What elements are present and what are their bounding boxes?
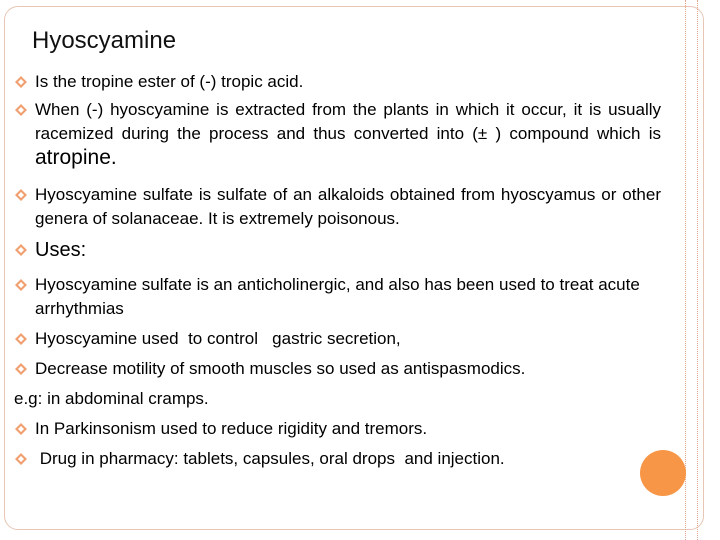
bullet-marker-icon — [14, 278, 28, 292]
decorative-orange-circle — [640, 450, 686, 496]
bullet-text: Drug in pharmacy: tablets, capsules, oral drops and injection. — [35, 449, 505, 468]
bullet-text: Decrease motility of smooth muscles so used as antispasmodics. — [35, 359, 526, 378]
uses-heading: Uses: — [35, 239, 87, 261]
decorative-dotted-line — [697, 0, 698, 540]
bullet-text: Hyoscyamine used to control gastric secretion, — [35, 329, 401, 348]
slide-title: Hyoscyamine — [32, 27, 177, 54]
bullet-marker-icon — [14, 75, 28, 89]
bullet-marker-icon — [14, 362, 28, 376]
bullet-text-main: When (-) hyoscyamine is extracted from the plants in which it occur, it is usually racemized during the process and thus converted into (± ) compound which is — [35, 100, 661, 143]
bullet-marker-icon — [14, 188, 28, 202]
bullet-text: Is the tropine ester of (-) tropic acid. — [35, 72, 304, 91]
example-line: e.g: in abdominal cramps. — [14, 389, 209, 408]
bullet-text: In Parkinsonism used to reduce rigidity and tremors. — [35, 419, 428, 438]
bullet-marker-icon — [14, 332, 28, 346]
bullet-marker-icon — [14, 422, 28, 436]
atropine-word: atropine. — [35, 146, 117, 169]
decorative-dotted-line — [685, 0, 686, 540]
bullet-marker-icon — [14, 243, 28, 257]
bullet-text: Hyoscyamine sulfate is sulfate of an alkaloids obtained from hyoscyamus or other genera of solanaceae. It is extremely poisonous. — [35, 185, 661, 228]
bullet-marker-icon — [14, 103, 28, 117]
bullet-text — [35, 98, 661, 171]
bullet-text: Hyoscyamine sulfate is an anticholinergic, and also has been used to treat acute arrhythmias — [35, 275, 640, 318]
bullet-marker-icon — [14, 452, 28, 466]
